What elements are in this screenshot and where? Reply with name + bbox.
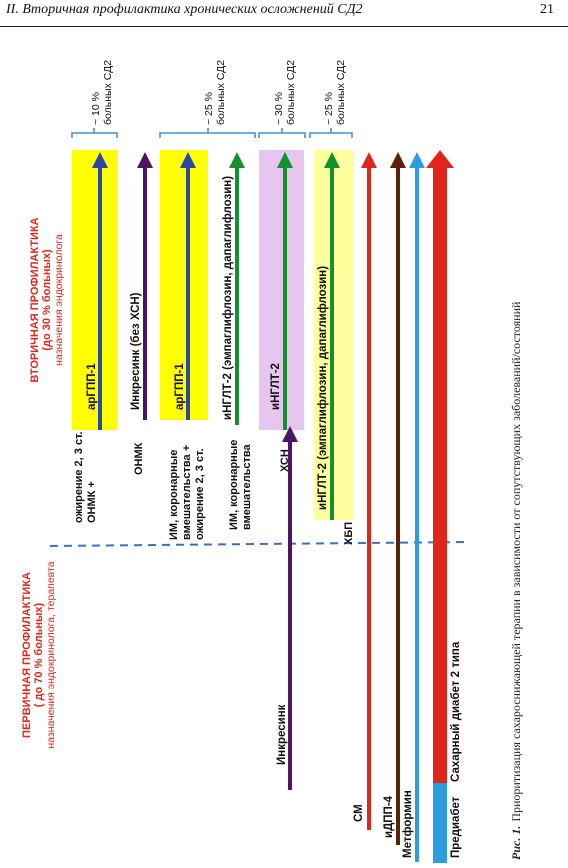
base-idpp4: иДПП-4 (383, 795, 395, 838)
bracket-group-4 (310, 128, 352, 138)
secondary-share: (до 30 % больных) (41, 249, 53, 351)
group2-pct-sub: больных СД2 (215, 59, 227, 125)
group1-pct: ~ 10 % (90, 92, 102, 125)
cond-onmk: ОНМК (133, 442, 145, 475)
primary-title: ПЕРВИЧНАЯ ПРОФИЛАКТИКА (21, 572, 33, 738)
arrow-sm (361, 152, 377, 830)
group2-pct: ~ 25 % (203, 92, 215, 125)
drug-argpp1-2: арГПП-1 (174, 363, 186, 410)
primary-secondary-divider (50, 542, 470, 546)
bracket-group-2 (160, 128, 255, 138)
primary-assign: назначения эндокринолога, терапевта (45, 561, 57, 749)
secondary-title: ВТОРИЧНАЯ ПРОФИЛАКТИКА (29, 217, 41, 383)
group3-pct: ~ 30 % (273, 92, 285, 125)
base-metformin: Метформин (402, 790, 414, 858)
cond-obesity-1: ожирение 2, 3 ст. (73, 431, 85, 523)
drug-ingltt2-full-2: иНГЛТ-2 (эмпаглифлозин, дапаглифлозин) (317, 265, 329, 510)
bracket-group-1 (72, 128, 117, 138)
base-inkresink: Инкресинк (276, 704, 288, 765)
arrow-idpp4 (390, 152, 406, 845)
group3-pct-sub: больных СД2 (285, 59, 297, 125)
bracket-group-3 (259, 128, 305, 138)
secondary-assign: назначения эндокринолога (53, 234, 65, 366)
group4-pct-sub: больных СД2 (335, 59, 347, 125)
cond-coronary-plus: вмешательства + (181, 444, 193, 540)
cond-hbp: ХБП (343, 521, 355, 545)
base-sd2: Сахарный диабет 2 типа (450, 641, 462, 782)
page-number: 21 (540, 2, 554, 17)
cond-onmk-plus: ОНМК + (86, 481, 98, 523)
header-title: II. Вторичная профилактика хронических осложнений СД2 (6, 2, 363, 17)
base-sm: СМ (353, 804, 365, 822)
cond-coronary: вмешательства (241, 444, 253, 530)
group4-pct: ~ 25 % (323, 92, 335, 125)
caption-label: Рис. 1. (509, 825, 523, 860)
cond-im-1: ИМ, коронарные (168, 449, 180, 540)
drug-inkresink-no-hsn: Инкресинк (без ХСН) (130, 292, 142, 410)
drug-argpp1-1: арГПП-1 (86, 363, 98, 410)
cond-hsn: ХСН (279, 449, 291, 472)
figure-caption (509, 301, 523, 860)
drug-ingltt2: иНГЛТ-2 (270, 363, 282, 410)
base-prediabet: Предиабет (450, 796, 462, 858)
caption-text: Приоритизация сахароснижающей терапии в зависимости от сопутствующих заболеваний/состояний (509, 301, 523, 822)
cond-im-2: ИМ, коронарные (228, 439, 240, 530)
group1-pct-sub: больных СД2 (102, 59, 114, 125)
cond-obesity-2: ожирение 2, 3 ст. (194, 448, 206, 540)
primary-share: ( до 70 % больных) (33, 602, 45, 708)
arrow-metformin (409, 152, 425, 862)
drug-ingltt2-full-1: иНГЛТ-2 (эмпаглифлозин, дапаглифлозин) (222, 175, 234, 420)
